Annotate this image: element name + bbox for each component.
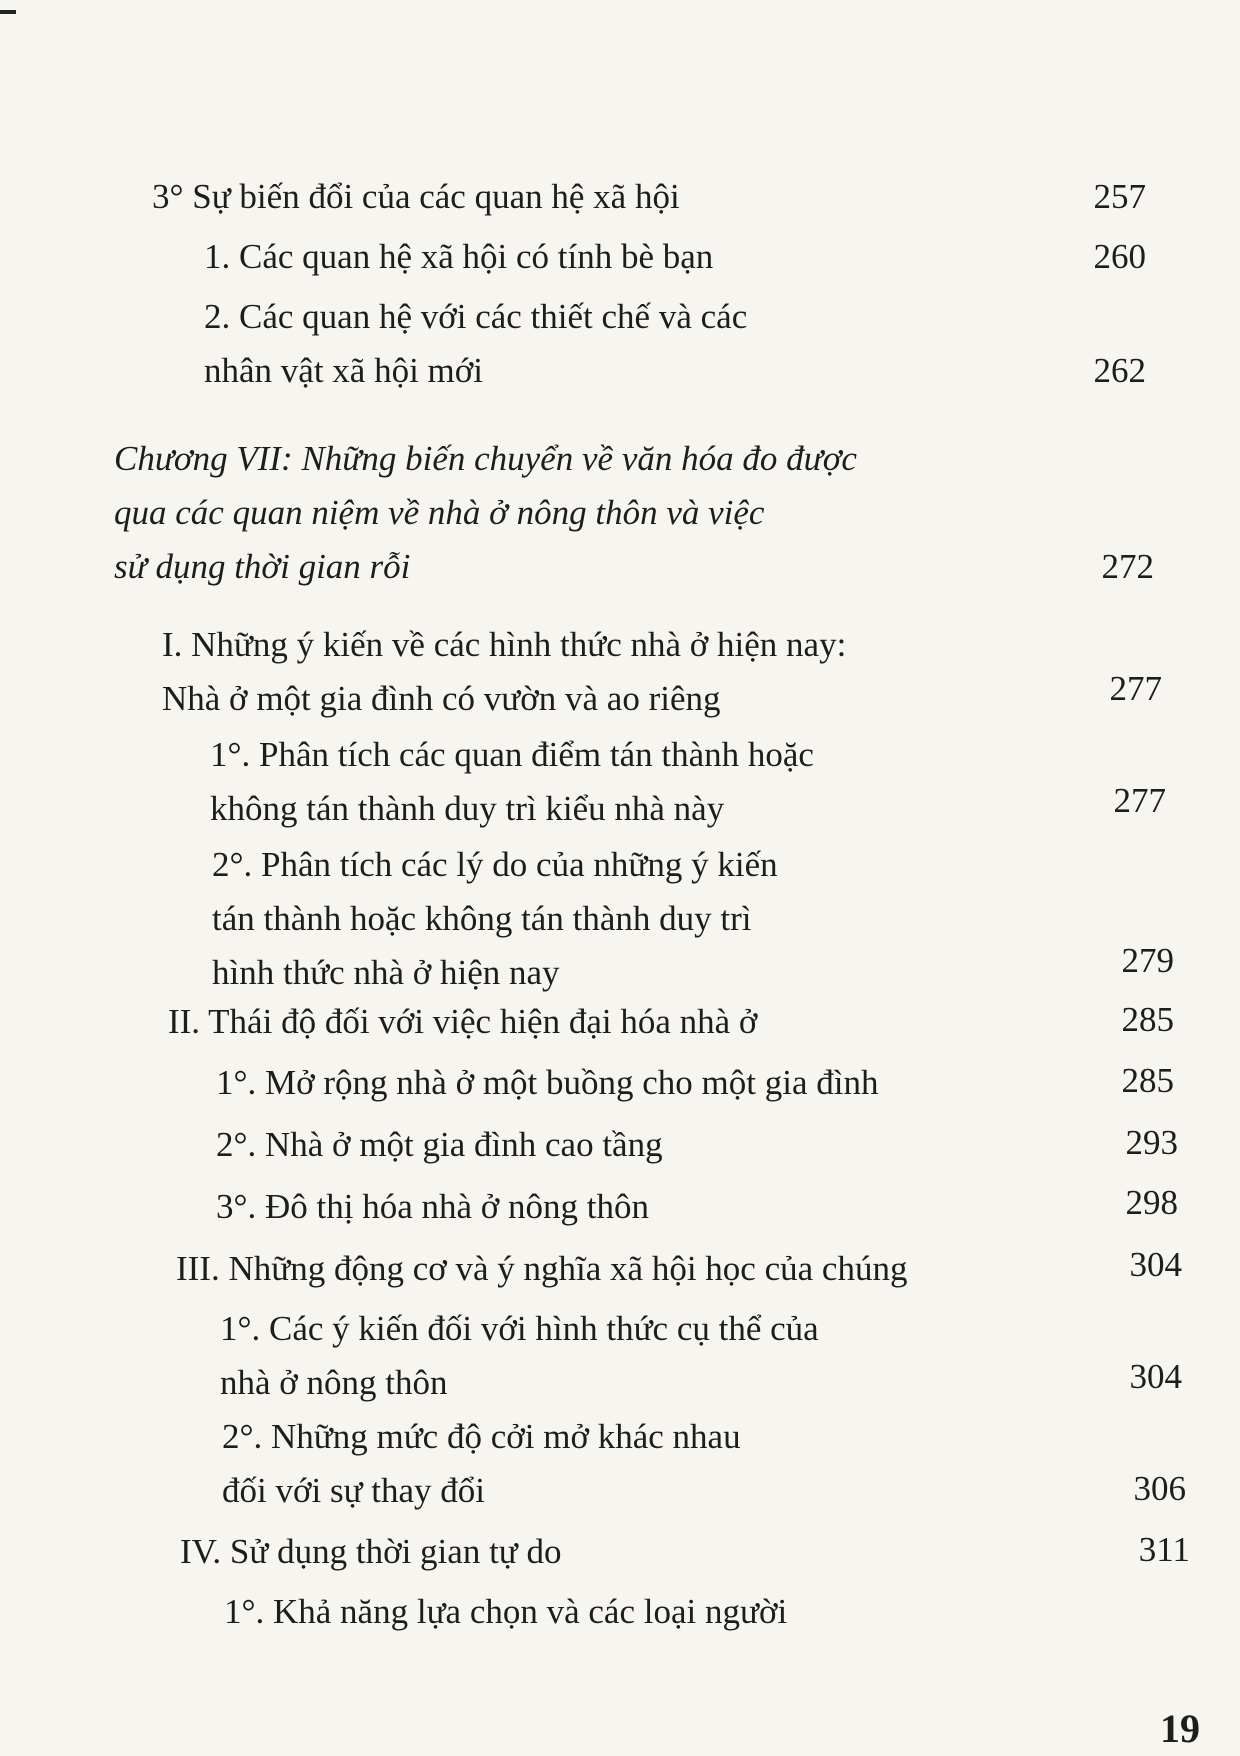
- toc-entry: [162, 618, 846, 726]
- toc-entry-line: Nhà ở một gia đình có vườn và ao riêng: [162, 679, 721, 718]
- toc-page-number: 277: [1113, 781, 1166, 820]
- toc-entry: [204, 230, 713, 284]
- toc-chapter-heading: [114, 432, 857, 594]
- toc-entry-line: I. Những ý kiến về các hình thức nhà ở hiện nay:: [162, 625, 847, 664]
- toc-entry: [220, 1302, 819, 1410]
- toc-entry-line: III. Những động cơ và ý nghĩa xã hội học của chúng: [176, 1249, 908, 1288]
- toc-page-number: 277: [1109, 669, 1162, 708]
- toc-page-number: 279: [1121, 941, 1174, 980]
- toc-entry-line: qua các quan niệm về nhà ở nông thôn và việc: [114, 493, 765, 532]
- toc-entry-line: IV. Sử dụng thời gian tự do: [180, 1532, 562, 1571]
- toc-entry: [152, 170, 680, 224]
- toc-entry-line: 1°. Phân tích các quan điểm tán thành hoặc: [210, 735, 814, 774]
- toc-entry: [216, 1180, 649, 1234]
- toc-page-number: 293: [1125, 1123, 1178, 1162]
- toc-page-number: 306: [1133, 1469, 1186, 1508]
- toc-entry-line: 3° Sự biến đổi của các quan hệ xã hội: [152, 177, 680, 216]
- scan-mark: [0, 10, 16, 14]
- toc-entry: [210, 728, 814, 836]
- toc-page-number: 260: [1093, 237, 1146, 276]
- toc-entry-line: không tán thành duy trì kiểu nhà này: [210, 789, 725, 828]
- toc-entry: [224, 1585, 787, 1639]
- toc-entry: [222, 1410, 741, 1518]
- toc-entry-line: tán thành hoặc không tán thành duy trì: [212, 899, 752, 938]
- page-folio-number: 19: [1160, 1706, 1200, 1751]
- toc-page-number: 285: [1121, 1061, 1174, 1100]
- toc-page-number: 272: [1101, 547, 1154, 586]
- toc-entry-line: sử dụng thời gian rỗi: [114, 547, 411, 586]
- toc-entry-line: 2°. Nhà ở một gia đình cao tầng: [216, 1125, 663, 1164]
- toc-entry-line: 2°. Phân tích các lý do của những ý kiến: [212, 845, 778, 884]
- toc-entry-line: nhân vật xã hội mới: [204, 351, 484, 390]
- toc-entry: [168, 995, 757, 1049]
- toc-entry: [212, 838, 778, 1000]
- toc-page-number: 285: [1121, 1000, 1174, 1039]
- toc-entry-line: 2°. Những mức độ cởi mở khác nhau: [222, 1417, 741, 1456]
- toc-entry-line: Chương VII: Những biến chuyển về văn hóa đo được: [114, 439, 857, 478]
- toc-entry: [216, 1056, 879, 1110]
- toc-entry-line: nhà ở nông thôn: [220, 1363, 448, 1402]
- toc-entry: [176, 1242, 907, 1296]
- toc-entry-line: đối với sự thay đổi: [222, 1471, 486, 1510]
- toc-page-number: 304: [1129, 1245, 1182, 1284]
- toc-entry: [204, 290, 747, 398]
- toc-entry: [180, 1525, 562, 1579]
- toc-entry-line: hình thức nhà ở hiện nay: [212, 953, 560, 992]
- toc-page-number: 311: [1138, 1530, 1190, 1569]
- toc-entry-line: 1°. Các ý kiến đối với hình thức cụ thể của: [220, 1309, 819, 1348]
- toc-page-number: 262: [1093, 351, 1146, 390]
- toc-page-number: 298: [1125, 1183, 1178, 1222]
- toc-entry-line: II. Thái độ đối với việc hiện đại hóa nhà ở: [168, 1002, 758, 1041]
- toc-entry-line: 3°. Đô thị hóa nhà ở nông thôn: [216, 1187, 650, 1226]
- toc-entry-line: 2. Các quan hệ với các thiết chế và các: [204, 297, 748, 336]
- toc-page-number: 304: [1129, 1357, 1182, 1396]
- toc-entry-line: 1°. Khả năng lựa chọn và các loại người: [224, 1592, 788, 1631]
- toc-entry-line: 1°. Mở rộng nhà ở một buồng cho một gia đình: [216, 1063, 879, 1102]
- toc-page-number: 257: [1093, 177, 1146, 216]
- toc-entry: [216, 1118, 663, 1172]
- toc-entry-line: 1. Các quan hệ xã hội có tính bè bạn: [204, 237, 714, 276]
